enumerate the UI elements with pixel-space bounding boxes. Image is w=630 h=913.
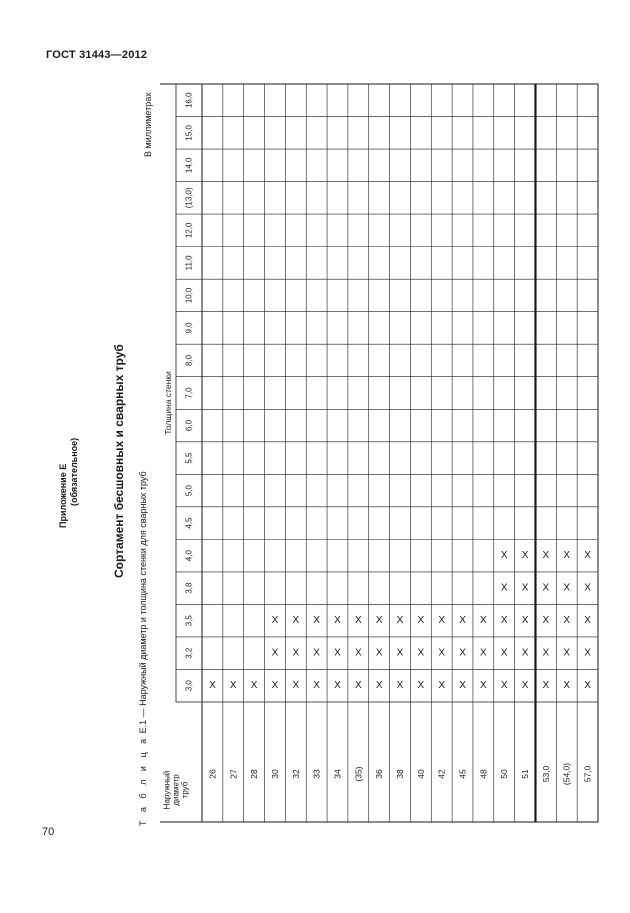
diameter-header-text: диаметр xyxy=(171,774,181,806)
availability-mark: X xyxy=(480,647,487,659)
diameter-value: 36 xyxy=(374,769,385,779)
availability-mark: X xyxy=(584,550,591,562)
availability-mark: X xyxy=(229,680,237,692)
availability-mark: X xyxy=(271,647,279,659)
availability-mark: X xyxy=(354,647,362,659)
availability-mark: X xyxy=(584,582,591,594)
availability-mark: X xyxy=(313,647,320,659)
units-note: В миллиметрах xyxy=(143,92,153,157)
wall-thickness-label: 11,0 xyxy=(184,255,194,271)
availability-mark: X xyxy=(417,680,425,692)
diameter-value: 33 xyxy=(311,769,322,779)
availability-mark: X xyxy=(438,680,446,692)
wall-thickness-label: 5,5 xyxy=(184,452,194,464)
wall-thickness-label: 5,0 xyxy=(184,485,194,497)
availability-mark: X xyxy=(292,680,300,692)
availability-mark: X xyxy=(375,647,383,659)
wall-thickness-label: (13,0) xyxy=(184,187,194,209)
diameter-value: 42 xyxy=(436,769,447,779)
availability-mark: X xyxy=(521,647,529,659)
wall-thickness-label: 4,5 xyxy=(184,517,194,529)
diameter-value: 40 xyxy=(415,769,426,779)
wall-thickness-label: 9,0 xyxy=(184,322,194,334)
wall-thickness-label: 3,8 xyxy=(184,582,194,594)
diameter-value: 27 xyxy=(228,769,239,779)
availability-mark: X xyxy=(521,615,529,627)
availability-mark: X xyxy=(396,680,404,692)
wall-thickness-label: 16,0 xyxy=(184,92,194,109)
availability-mark: X xyxy=(375,615,383,627)
diameter-value: 53,0 xyxy=(540,765,551,783)
diameter-value: 57,0 xyxy=(582,765,593,783)
diameter-value: 45 xyxy=(457,769,468,779)
diameter-value: (54,0) xyxy=(561,762,572,786)
availability-mark: X xyxy=(480,680,487,692)
availability-mark: X xyxy=(292,647,300,659)
availability-mark: X xyxy=(438,647,446,659)
wall-thickness-label: 3,5 xyxy=(184,615,194,627)
availability-mark: X xyxy=(521,550,529,562)
page-number: 70 xyxy=(42,826,55,838)
availability-mark: X xyxy=(500,582,508,594)
diameter-header-text: Наружный xyxy=(162,770,172,810)
availability-mark: X xyxy=(459,615,466,627)
availability-mark: X xyxy=(500,647,508,659)
diameter-value: 51 xyxy=(520,769,531,779)
availability-mark: X xyxy=(271,615,279,627)
availability-mark: X xyxy=(584,615,591,627)
availability-mark: X xyxy=(375,680,383,692)
diameter-header-text: труб xyxy=(180,781,190,799)
wall-thickness-label: 3,0 xyxy=(184,680,194,692)
diameter-value: 34 xyxy=(332,769,343,779)
availability-mark: X xyxy=(563,615,571,627)
table-caption-prefix: Т а б л и ц а xyxy=(138,735,148,826)
availability-mark: X xyxy=(459,647,466,659)
wall-thickness-header: Толщина стенки xyxy=(163,371,173,435)
availability-mark: X xyxy=(563,647,571,659)
wall-thickness-label: 6,0 xyxy=(184,419,194,432)
wall-thickness-label: 10,0 xyxy=(184,287,194,304)
availability-mark: X xyxy=(500,615,508,627)
availability-mark: X xyxy=(500,550,508,562)
diameter-value: 32 xyxy=(290,769,301,779)
availability-mark: X xyxy=(292,615,300,627)
diameter-value: 26 xyxy=(207,769,218,779)
diameter-value: 28 xyxy=(249,769,260,779)
availability-mark: X xyxy=(271,680,279,692)
wall-thickness-label: 14,0 xyxy=(184,157,194,174)
appendix-status: (обязательное) xyxy=(69,437,79,506)
availability-mark: X xyxy=(584,647,591,659)
diameter-value: 30 xyxy=(269,769,280,779)
availability-mark: X xyxy=(459,680,466,692)
wall-thickness-label: 15,0 xyxy=(184,125,194,141)
availability-mark: X xyxy=(521,582,529,594)
appendix-title: Приложение Е xyxy=(58,463,68,528)
diameter-value: 38 xyxy=(395,769,405,779)
availability-mark: X xyxy=(584,680,591,692)
availability-mark: X xyxy=(250,680,258,692)
availability-mark: X xyxy=(396,615,404,627)
wall-thickness-label: 4,0 xyxy=(184,550,194,562)
wall-thickness-label: 8,0 xyxy=(184,354,194,367)
availability-mark: X xyxy=(563,582,571,594)
availability-mark: X xyxy=(313,680,320,692)
document-header: ГОСТ 31443—2012 xyxy=(46,49,148,61)
availability-mark: X xyxy=(521,680,529,692)
availability-mark: X xyxy=(334,615,341,627)
wall-thickness-label: 3,2 xyxy=(184,647,194,659)
availability-mark: X xyxy=(417,615,425,627)
availability-mark: X xyxy=(354,615,362,627)
availability-mark: X xyxy=(417,647,425,659)
availability-mark: X xyxy=(313,615,320,627)
availability-mark: X xyxy=(500,680,508,692)
wall-thickness-label: 12,0 xyxy=(184,222,194,239)
diameter-value: 48 xyxy=(478,769,489,779)
availability-mark: X xyxy=(563,680,571,692)
diameter-value: 50 xyxy=(499,769,510,779)
availability-mark: X xyxy=(396,647,404,659)
availability-mark: X xyxy=(354,680,362,692)
availability-mark: X xyxy=(438,615,446,627)
availability-mark: X xyxy=(542,582,550,594)
availability-mark: X xyxy=(542,550,550,562)
availability-mark: X xyxy=(542,647,550,659)
table-caption-text: Е.1 — Наружный диаметр и толщина стенки для сварных труб xyxy=(138,471,148,736)
availability-mark: X xyxy=(542,680,550,692)
availability-mark: X xyxy=(334,680,341,692)
availability-mark: X xyxy=(480,615,487,627)
wall-thickness-label: 7,0 xyxy=(184,387,194,399)
availability-mark: X xyxy=(209,680,216,692)
availability-mark: X xyxy=(542,615,550,627)
availability-mark: X xyxy=(563,550,571,562)
main-title: Сортамент бесшовных и сварных труб xyxy=(112,344,126,578)
availability-mark: X xyxy=(334,647,341,659)
diameter-value: (35) xyxy=(353,766,364,782)
